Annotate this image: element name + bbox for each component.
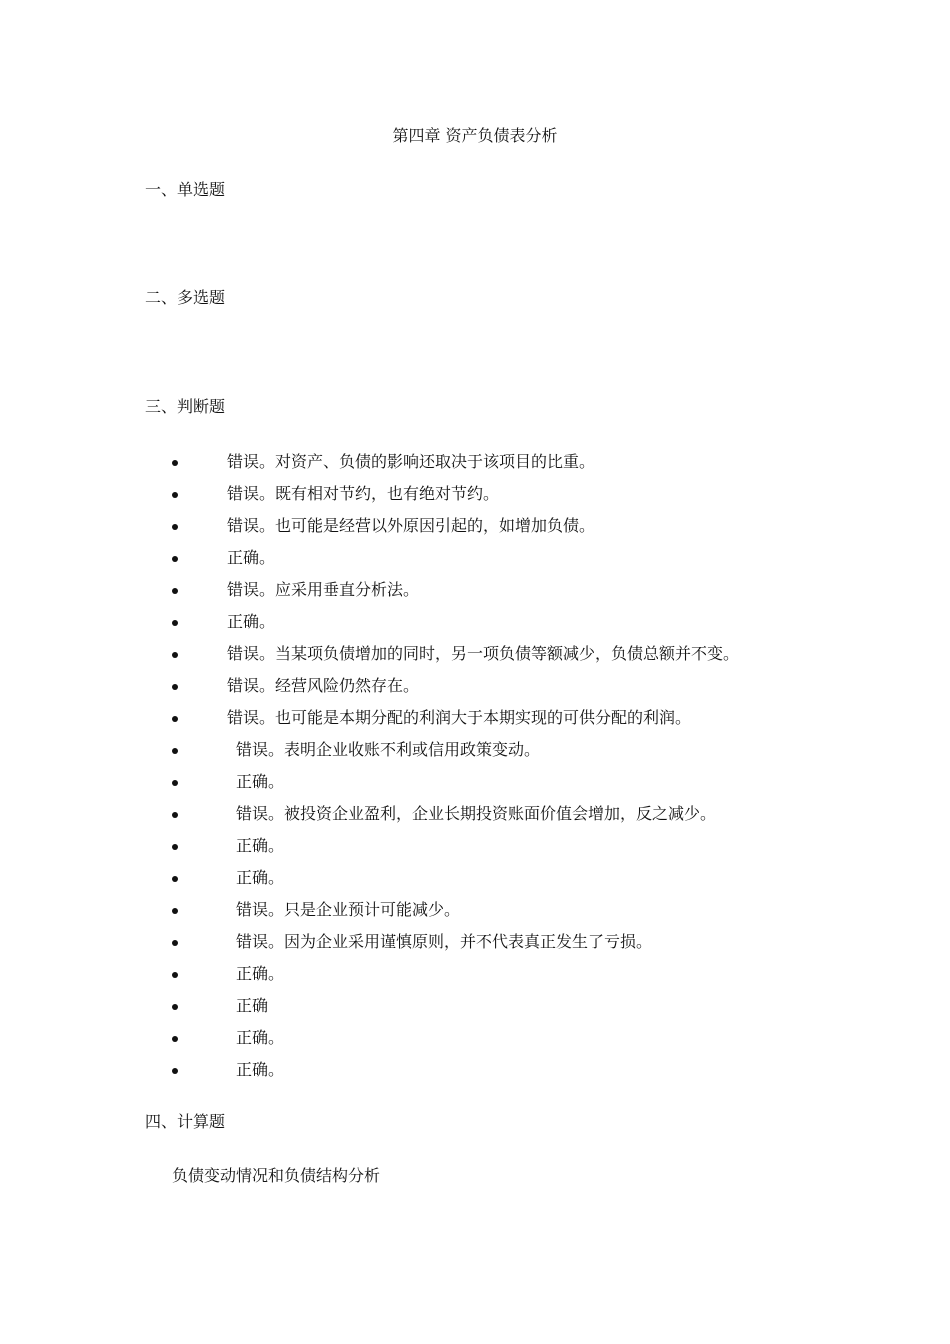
- bullet-icon: [172, 684, 178, 690]
- true-false-answer-list: [0, 450, 950, 1090]
- bullet-icon: [172, 972, 178, 978]
- bullet-icon: [172, 812, 178, 818]
- calculation-subtitle: 负债变动情况和负债结构分析: [172, 1166, 381, 1185]
- bullet-icon: [172, 844, 178, 850]
- section-heading-true-false: 三、判断题: [145, 397, 226, 416]
- answer-text: 错误。既有相对节约，也有绝对节约。: [227, 484, 500, 503]
- list-item: [0, 1058, 950, 1090]
- list-item: [0, 930, 950, 962]
- answer-text: 错误。也可能是经营以外原因引起的，如增加负债。: [227, 516, 596, 535]
- list-item: [0, 642, 950, 674]
- list-item: [0, 994, 950, 1026]
- bullet-icon: [172, 876, 178, 882]
- answer-text: 错误。被投资企业盈利，企业长期投资账面价值会增加，反之减少。: [236, 804, 717, 823]
- bullet-icon: [172, 716, 178, 722]
- list-item: [0, 482, 950, 514]
- answer-text: 正确: [236, 996, 269, 1015]
- answer-text: 错误。表明企业收账不利或信用政策变动。: [236, 740, 541, 759]
- bullet-icon: [172, 748, 178, 754]
- bullet-icon: [172, 908, 178, 914]
- bullet-icon: [172, 556, 178, 562]
- list-item: [0, 738, 950, 770]
- list-item: [0, 674, 950, 706]
- list-item: [0, 1026, 950, 1058]
- list-item: [0, 514, 950, 546]
- bullet-icon: [172, 652, 178, 658]
- answer-text: 正确。: [236, 964, 285, 983]
- answer-text: 正确。: [236, 868, 285, 887]
- list-item: [0, 610, 950, 642]
- list-item: [0, 898, 950, 930]
- answer-text: 错误。对资产、负债的影响还取决于该项目的比重。: [227, 452, 596, 471]
- answer-text: 正确。: [236, 1028, 285, 1047]
- bullet-icon: [172, 780, 178, 786]
- list-item: [0, 450, 950, 482]
- answer-text: 错误。当某项负债增加的同时，另一项负债等额减少，负债总额并不变。: [227, 644, 740, 663]
- answer-text: 错误。经营风险仍然存在。: [227, 676, 420, 695]
- chapter-title: 第四章 资产负债表分析: [392, 126, 558, 145]
- bullet-icon: [172, 1036, 178, 1042]
- list-item: [0, 962, 950, 994]
- list-item: [0, 706, 950, 738]
- bullet-icon: [172, 460, 178, 466]
- section-heading-calculation: 四、计算题: [145, 1112, 226, 1131]
- bullet-icon: [172, 1068, 178, 1074]
- list-item: [0, 546, 950, 578]
- section-heading-single-choice: 一、单选题: [145, 180, 226, 199]
- section-heading-multiple-choice: 二、多选题: [145, 288, 226, 307]
- answer-text: 错误。因为企业采用谨慎原则，并不代表真正发生了亏损。: [236, 932, 653, 951]
- answer-text: 错误。只是企业预计可能减少。: [236, 900, 461, 919]
- answer-text: 正确。: [227, 612, 276, 631]
- answer-text: 错误。应采用垂直分析法。: [227, 580, 420, 599]
- bullet-icon: [172, 940, 178, 946]
- bullet-icon: [172, 588, 178, 594]
- answer-text: 正确。: [236, 836, 285, 855]
- list-item: [0, 802, 950, 834]
- list-item: [0, 866, 950, 898]
- answer-text: 正确。: [227, 548, 276, 567]
- answer-text: 正确。: [236, 1060, 285, 1079]
- list-item: [0, 834, 950, 866]
- bullet-icon: [172, 492, 178, 498]
- answer-text: 正确。: [236, 772, 285, 791]
- bullet-icon: [172, 1004, 178, 1010]
- list-item: [0, 770, 950, 802]
- bullet-icon: [172, 524, 178, 530]
- list-item: [0, 578, 950, 610]
- answer-text: 错误。也可能是本期分配的利润大于本期实现的可供分配的利润。: [227, 708, 692, 727]
- bullet-icon: [172, 620, 178, 626]
